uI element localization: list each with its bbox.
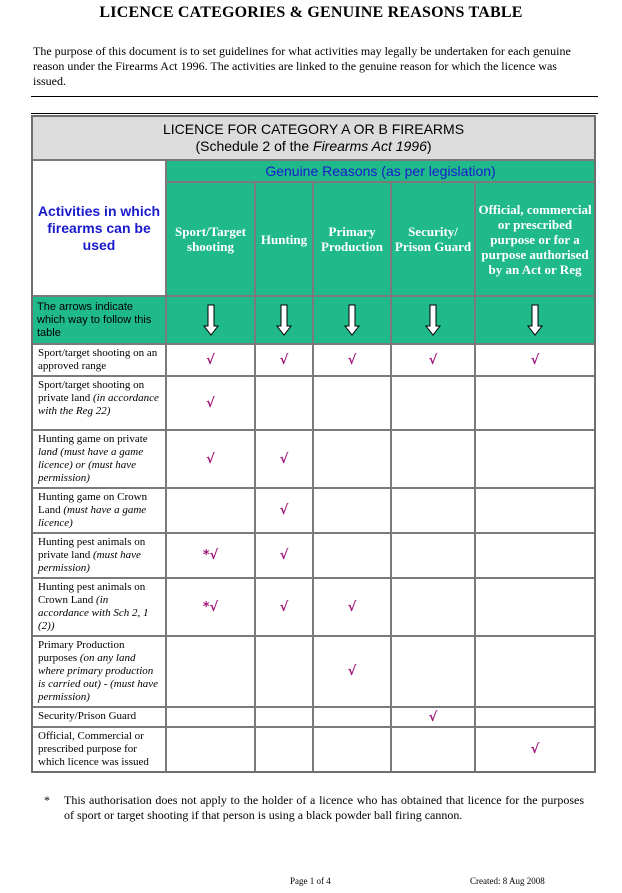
tick-mark: √ xyxy=(256,534,314,579)
down-arrow-icon xyxy=(527,304,543,336)
activity-cell xyxy=(33,377,167,431)
arrow-cell-2 xyxy=(256,297,314,345)
table-row xyxy=(33,431,594,489)
activity-cell xyxy=(33,534,167,579)
tick-mark: √ xyxy=(167,377,256,431)
empty-cell xyxy=(392,489,476,534)
activity-cell xyxy=(33,431,167,489)
top-rule xyxy=(31,96,598,97)
empty-cell xyxy=(476,637,594,708)
activity-condition: (on any land where primary production is carried out) - (must have permission) xyxy=(38,652,159,703)
page-title: LICENCE CATEGORIES & GENUINE REASONS TABLE xyxy=(99,4,523,21)
tick-mark: √ xyxy=(476,345,594,377)
arrow-legend-label: The arrows indicate which way to follow this table xyxy=(33,297,167,345)
created-date: Created: 8 Aug 2008 xyxy=(470,876,545,886)
activity-text: Hunting game on private xyxy=(38,433,148,445)
reason-header-4: Security/ Prison Guard xyxy=(392,183,476,297)
arrow-cell-5 xyxy=(476,297,594,345)
tick-mark: √ xyxy=(530,742,540,757)
empty-cell xyxy=(476,579,594,637)
empty-cell xyxy=(392,579,476,637)
activity-text: Hunting pest animals on private land xyxy=(38,536,146,561)
empty-cell xyxy=(256,637,314,708)
activities-header: Activities in which firearms can be used xyxy=(33,161,167,297)
activity-cell xyxy=(33,579,167,637)
empty-cell xyxy=(392,728,476,771)
activity-condition: (in accordance with the Reg 22) xyxy=(38,392,159,417)
activity-text: Hunting pest animals on Crown Land xyxy=(38,581,146,606)
reason-header-1: Sport/Target shooting xyxy=(167,183,256,297)
activity-cell xyxy=(33,637,167,708)
down-arrow-icon xyxy=(425,304,441,336)
activity-cell xyxy=(33,708,167,728)
tick-mark: √ xyxy=(314,579,392,637)
table-row xyxy=(33,534,594,579)
tick-mark: √ xyxy=(256,579,314,637)
empty-cell xyxy=(314,431,392,489)
tick-mark: *√ xyxy=(167,534,256,579)
tick-mark: √ xyxy=(256,431,314,489)
activity-cell xyxy=(33,489,167,534)
empty-cell xyxy=(392,534,476,579)
empty-cell xyxy=(392,637,476,708)
category-line2-prefix: (Schedule 2 of the xyxy=(195,138,314,154)
reason-header-3: Primary Production xyxy=(314,183,392,297)
licence-categories-table xyxy=(31,115,596,773)
arrow-cell-3 xyxy=(314,297,392,345)
empty-cell xyxy=(256,728,314,771)
empty-cell xyxy=(256,708,314,728)
activity-text: Security/Prison Guard xyxy=(38,710,137,722)
activity-condition: (must have a game licence) xyxy=(38,504,147,529)
category-line1: LICENCE FOR CATEGORY A OR B FIREARMS xyxy=(162,121,465,137)
empty-cell xyxy=(256,377,314,431)
empty-cell xyxy=(314,728,392,771)
table-row xyxy=(33,345,594,377)
down-arrow-icon xyxy=(276,304,292,336)
table-row xyxy=(33,579,594,637)
activity-condition: (in accordance with Sch 2, 1 (2)) xyxy=(38,594,149,632)
tick-mark: √ xyxy=(392,708,476,728)
empty-cell xyxy=(392,377,476,431)
activity-text: Official, Commercial or prescribed purpose for which licence was issued xyxy=(38,730,149,768)
table-row xyxy=(33,489,594,534)
tick-mark: √ xyxy=(314,345,392,377)
arrow-cell-1 xyxy=(167,297,256,345)
tick-mark: √ xyxy=(167,345,256,377)
page-number: Page 1 of 4 xyxy=(290,876,331,886)
tick-mark: √ xyxy=(392,345,476,377)
empty-cell xyxy=(167,708,256,728)
arrow-cell-4 xyxy=(392,297,476,345)
table-row xyxy=(33,637,594,708)
footnote-text: This authorisation does not apply to the holder of a licence who has obtained that licence for the purposes of sport or target shooting if that person is using a black powder ball firing cannon. xyxy=(64,793,584,822)
activity-text: Hunting game on Crown Land xyxy=(38,491,148,516)
activity-text: Sport/target shooting on private land xyxy=(38,379,145,404)
category-line2-suffix: ) xyxy=(426,138,432,154)
table-row xyxy=(33,377,594,431)
down-arrow-icon xyxy=(344,304,360,336)
table-top-rule xyxy=(31,113,598,114)
activity-cell xyxy=(33,345,167,377)
footnote-star: * xyxy=(44,793,50,807)
empty-cell xyxy=(476,489,594,534)
activity-cell xyxy=(33,728,167,771)
empty-cell xyxy=(167,728,256,771)
empty-cell xyxy=(392,431,476,489)
footnote xyxy=(44,793,584,823)
empty-cell xyxy=(314,708,392,728)
licence-category-header xyxy=(33,117,594,161)
intro-paragraph: The purpose of this document is to set guidelines for what activities may legally be undertaken for each genuine reason under the Firearms Act 1996. The activities are linked to the genuine reason for which the licence was issued. xyxy=(33,44,571,88)
empty-cell xyxy=(476,708,594,728)
genuine-reasons-header: Genuine Reasons (as per legislation) xyxy=(167,161,594,183)
tick-mark: √ xyxy=(256,489,314,534)
category-line2 xyxy=(33,138,594,155)
activity-text: Primary Production purposes xyxy=(38,639,125,664)
empty-cell xyxy=(476,534,594,579)
empty-cell xyxy=(167,489,256,534)
activity-condition: (must have permission) xyxy=(38,549,141,574)
empty-cell xyxy=(314,534,392,579)
activity-condition: land (must have a game licence) or (must have permission) xyxy=(38,446,144,484)
empty-cell xyxy=(314,489,392,534)
activity-text: Sport/target shooting on an approved range xyxy=(38,347,158,372)
down-arrow-icon xyxy=(203,304,219,336)
tick-mark: √ xyxy=(167,431,256,489)
tick-mark: √ xyxy=(314,637,392,708)
reason-header-2: Hunting xyxy=(256,183,314,297)
empty-cell xyxy=(167,637,256,708)
table-row xyxy=(33,728,594,771)
empty-cell xyxy=(314,377,392,431)
reason-header-5: Official, commercial or prescribed purpose or for a purpose authorised by an Act or Reg xyxy=(476,183,594,297)
tick-mark: √ xyxy=(256,345,314,377)
table-row xyxy=(33,708,594,728)
tick-mark: *√ xyxy=(167,579,256,637)
empty-cell xyxy=(476,431,594,489)
category-line2-act: Firearms Act 1996 xyxy=(313,138,427,154)
empty-cell xyxy=(476,377,594,431)
